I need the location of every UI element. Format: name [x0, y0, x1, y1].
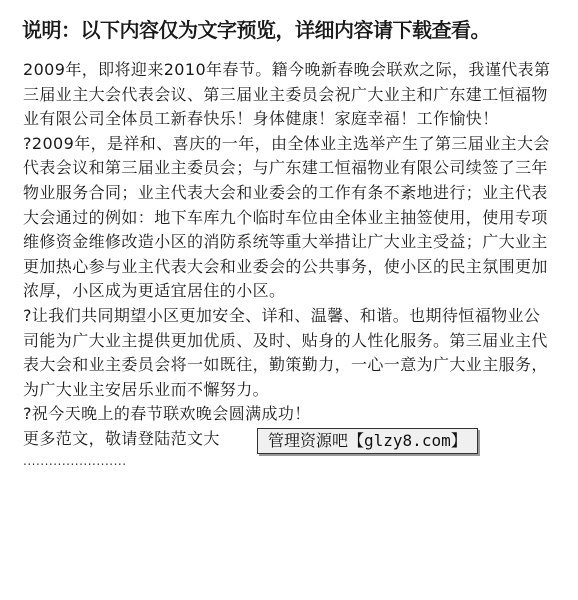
preview-notice: 说明：以下内容仅为文字预览，详细内容请下载查看。 — [22, 18, 490, 42]
footer-text: 更多范文，敬请登陆范文大 — [23, 428, 220, 448]
dotted-leader: ........................ — [23, 453, 127, 468]
paragraph-review: ?2009年，是祥和、喜庆的一年，由全体业主选举产生了第三届业主大会代表会议和第三届业主委员会；与广东建工恒福物业有限公司续签了三年物业服务合同；业主代表大会和业委会的工作有条不紊地进行；业主代表大会通过的例如：地下车库九个临时车位由全体业主抽签使用，使用专项维修资金维修改造小区的消防系统等重大举措让广大业主受益；广大业主更加热心参与业主代表大会和业委会的公共事务，使小区的民主氛围更加浓厚，小区成为更适宜居住的小区。 — [23, 133, 550, 301]
badge-label: 管理资源吧【 — [268, 430, 365, 450]
badge-domain: glzy8.com — [364, 430, 451, 450]
footer-row — [23, 427, 553, 453]
paragraph-greeting: 2009年，即将迎来2010年春节。籍今晚新春晚会联欢之际，我谨代表第三届业主大会代表会议、第三届业主委员会祝广大业主和广东建工恒福物业有限公司全体员工新春快乐！身体健康！家庭幸福！工作愉快！ — [23, 60, 551, 129]
document-body — [23, 58, 553, 467]
paragraph-expectation: ?让我们共同期望小区更加安全、详和、温馨、和谐。也期待恒福物业公司能为广大业主提供更加优质、及时、贴身的人性化服务。第三届业主代表大会和业主委员会将一如既往，勤策勤力，一心一意为广大业主服务，为广大业主安居乐业而不懈努力。 — [23, 305, 548, 399]
paragraph-wish: ?祝今天晚上的春节联欢晚会圆满成功！ — [23, 404, 311, 424]
badge-close-bracket: 】 — [450, 430, 467, 450]
site-badge[interactable] — [257, 428, 478, 454]
